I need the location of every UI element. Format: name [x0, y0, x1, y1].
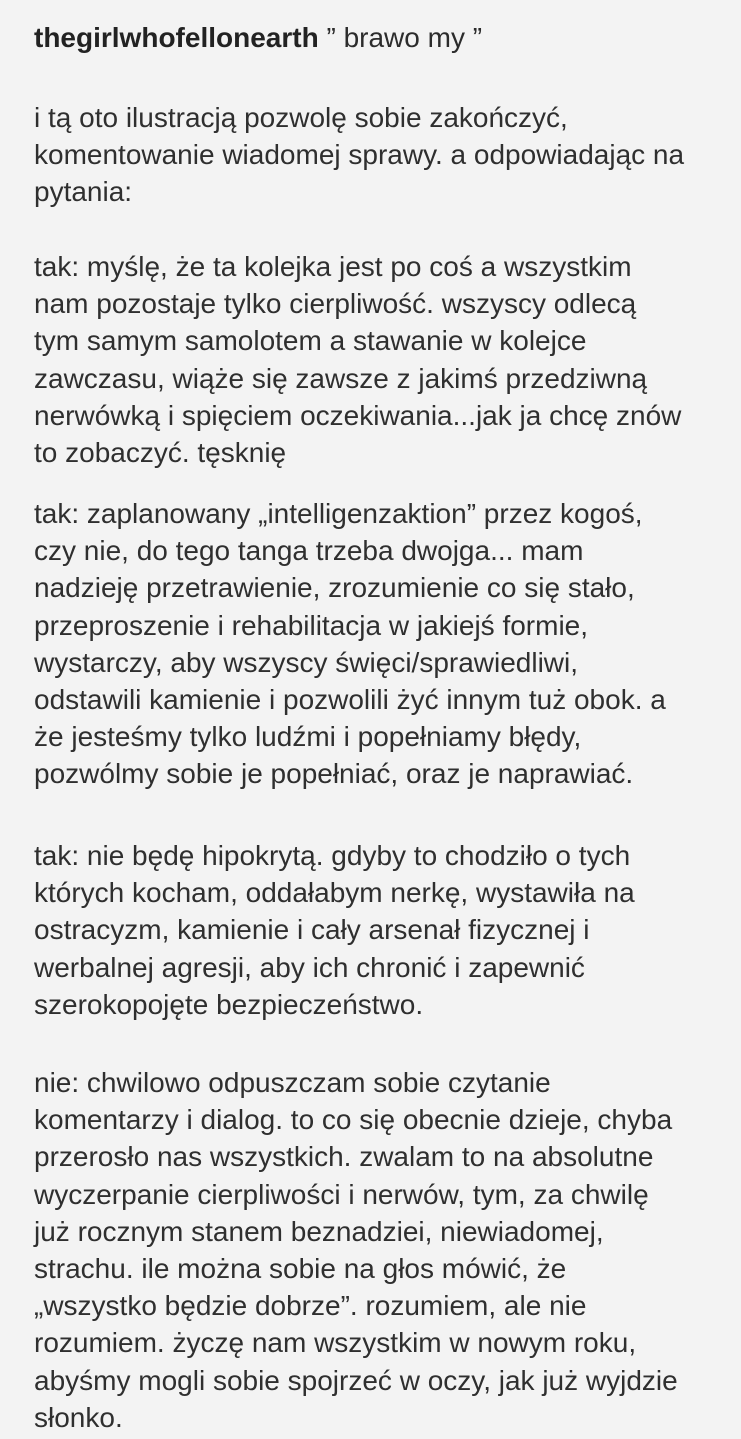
text-line: wystarczy, aby wszyscy święci/sprawiedliwi, [34, 646, 579, 678]
text-line: słonko. [34, 1401, 123, 1433]
text-line: nadzieję przetrawienie, zrozumienie co się stało, [34, 572, 635, 604]
text-line: komentowanie wiadomej sprawy. a odpowiadając na [34, 139, 685, 171]
text-line: pozwólmy sobie je popełniać, oraz je naprawiać. [34, 758, 634, 790]
paragraph-answer-2 [34, 495, 734, 793]
text-line: werbalnej agresji, aby ich chronić i zapewnić [34, 951, 585, 983]
text-line: nam pozostaje tylko cierpliwość. wszyscy odlecą [34, 288, 637, 320]
text-line: i tą oto ilustracją pozwolę sobie zakończyć, [34, 102, 568, 133]
text-line: wyczerpanie cierpliwości i nerwów, tym, za chwilę [34, 1178, 649, 1210]
text-line: szerokopojęte bezpieczeństwo. [34, 988, 424, 1020]
text-line: pytania: [34, 176, 133, 208]
post-title: ” brawo my ” [326, 22, 483, 53]
text-line: komentarzy i dialog. to co się obecnie dzieje, chyba [34, 1104, 673, 1136]
text-line: to zobaczyć. tęsknię [34, 436, 287, 468]
text-line: przeproszenie i rehabilitacja w jakiejś formie, [34, 609, 589, 641]
text-line: już rocznym stanem beznadziei, niewiadomej, [34, 1215, 604, 1247]
text-line: których kocham, oddałabym nerkę, wystawiła na [34, 877, 635, 909]
paragraph-answer-3 [34, 837, 734, 1023]
text-line: ostracyzm, kamienie i cały arsenał fizycznej i [34, 914, 590, 946]
text-line: odstawili kamienie i pozwolili żyć innym tuż obok. a [34, 683, 666, 715]
text-line: rozumiem. życzę nam wszystkim w nowym roku, [34, 1327, 637, 1359]
paragraph-answer-4 [34, 1064, 734, 1436]
text-line: nie: chwilowo odpuszczam sobie czytanie [34, 1067, 551, 1098]
text-line: tak: nie będę hipokrytą. gdyby to chodziło o tych [34, 840, 631, 871]
post-header [34, 18, 482, 58]
text-line: zawczasu, wiąże się zawsze z jakimś przedziwną [34, 362, 648, 394]
paragraph-intro [34, 99, 734, 211]
text-line: abyśmy mogli sobie spojrzeć w oczy, jak już wyjdzie [34, 1364, 678, 1396]
text-line: „wszystko będzie dobrze”. rozumiem, ale nie [34, 1290, 587, 1322]
text-line: tym samym samolotem a stawanie w kolejce [34, 325, 587, 357]
paragraph-answer-1 [34, 248, 734, 471]
username-link[interactable]: thegirlwhofellonearth [34, 22, 319, 53]
text-line: czy nie, do tego tanga trzeba dwojga... mam [34, 535, 584, 567]
text-line: tak: zaplanowany „intelligenzaktion” przez kogoś, [34, 498, 643, 529]
text-line: że jesteśmy tylko ludźmi i popełniamy błędy, [34, 721, 582, 753]
text-line: tak: myślę, że ta kolejka jest po coś a wszystkim [34, 251, 632, 282]
text-line: nerwówką i spięciem oczekiwania...jak ja chcę znów [34, 399, 682, 431]
text-line: przerosło nas wszystkich. zwalam to na absolutne [34, 1141, 654, 1173]
text-line: strachu. ile można sobie na głos mówić, że [34, 1252, 567, 1284]
